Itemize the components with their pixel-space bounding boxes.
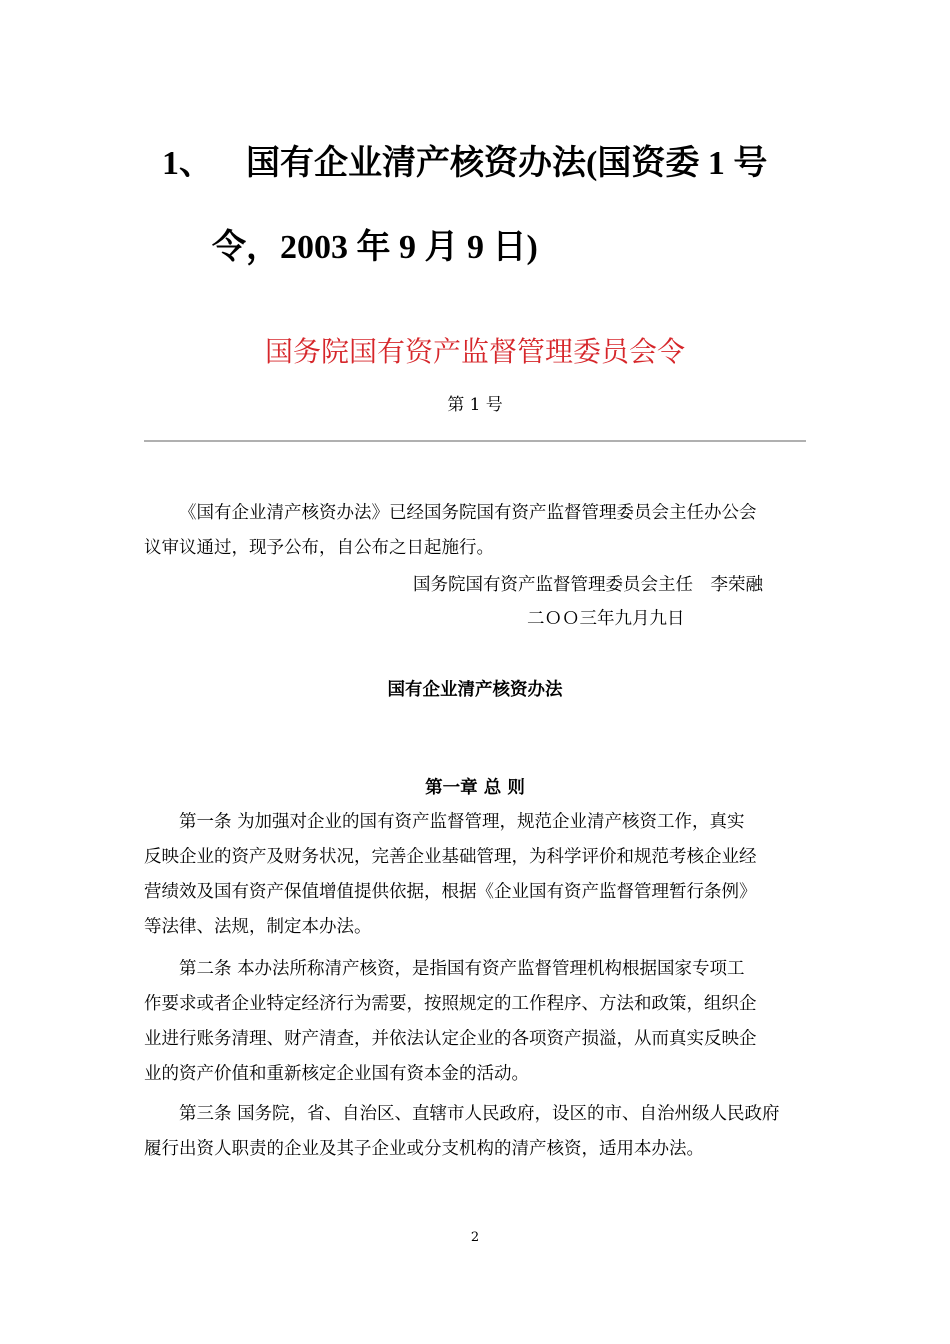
article-line: 作要求或者企业特定经济行为需要，按照规定的工作程序、方法和政策，组织企: [144, 994, 757, 1014]
signature-date: 二ＯＯ三年九月九日: [527, 609, 685, 629]
article-line: 等法律、法规，制定本办法。: [144, 917, 372, 937]
preamble-line-1: 《国有企业清产核资办法》已经国务院国有资产监督管理委员会主任办公会: [179, 503, 757, 523]
article-3: [144, 1097, 808, 1167]
chapter-title: 第一章 总 则: [425, 778, 525, 798]
signature-title-name: 国务院国有资产监督管理委员会主任 李荣融: [413, 575, 763, 595]
heading-number: 1、: [162, 145, 213, 182]
document-title: 国有企业清产核资办法: [387, 680, 563, 700]
article-line: 业的资产价值和重新核定企业国有资本金的活动。: [144, 1064, 529, 1084]
issuer-title: 国务院国有资产监督管理委员会令: [264, 335, 685, 368]
article-line: 第一条 为加强对企业的国有资产监督管理，规范企业清产核资工作，真实: [179, 812, 745, 832]
article-line: 履行出资人职责的企业及其子企业或分支机构的清产核资，适用本办法。: [144, 1139, 704, 1159]
article-line: 第二条 本办法所称清产核资，是指国有资产监督管理机构根据国家专项工: [179, 959, 745, 979]
article-2: [144, 952, 808, 1092]
order-number: 第 1 号: [447, 395, 503, 415]
article-line: 第三条 国务院，省、自治区、直辖市人民政府，设区的市、自治州级人民政府: [179, 1104, 780, 1124]
article-line: 反映企业的资产及财务状况，完善企业基础管理，为科学评价和规范考核企业经: [144, 847, 757, 867]
article-1: [144, 805, 808, 945]
preamble-line-2: 议审议通过，现予公布，自公布之日起施行。: [144, 538, 494, 558]
divider-line: [144, 440, 806, 442]
article-line: 营绩效及国有资产保值增值提供依据，根据《企业国有资产监督管理暂行条例》: [144, 882, 757, 902]
article-line: 业进行账务清理、财产清查，并依法认定企业的各项资产损溢，从而真实反映企: [144, 1029, 757, 1049]
heading-text-line-2: 令，2003 年 9 月 9 日): [212, 229, 538, 266]
page-number: 2: [470, 1230, 480, 1245]
heading-text-line-1: 国有企业清产核资办法(国资委 1 号: [246, 145, 768, 182]
preamble-paragraph: [144, 496, 808, 566]
